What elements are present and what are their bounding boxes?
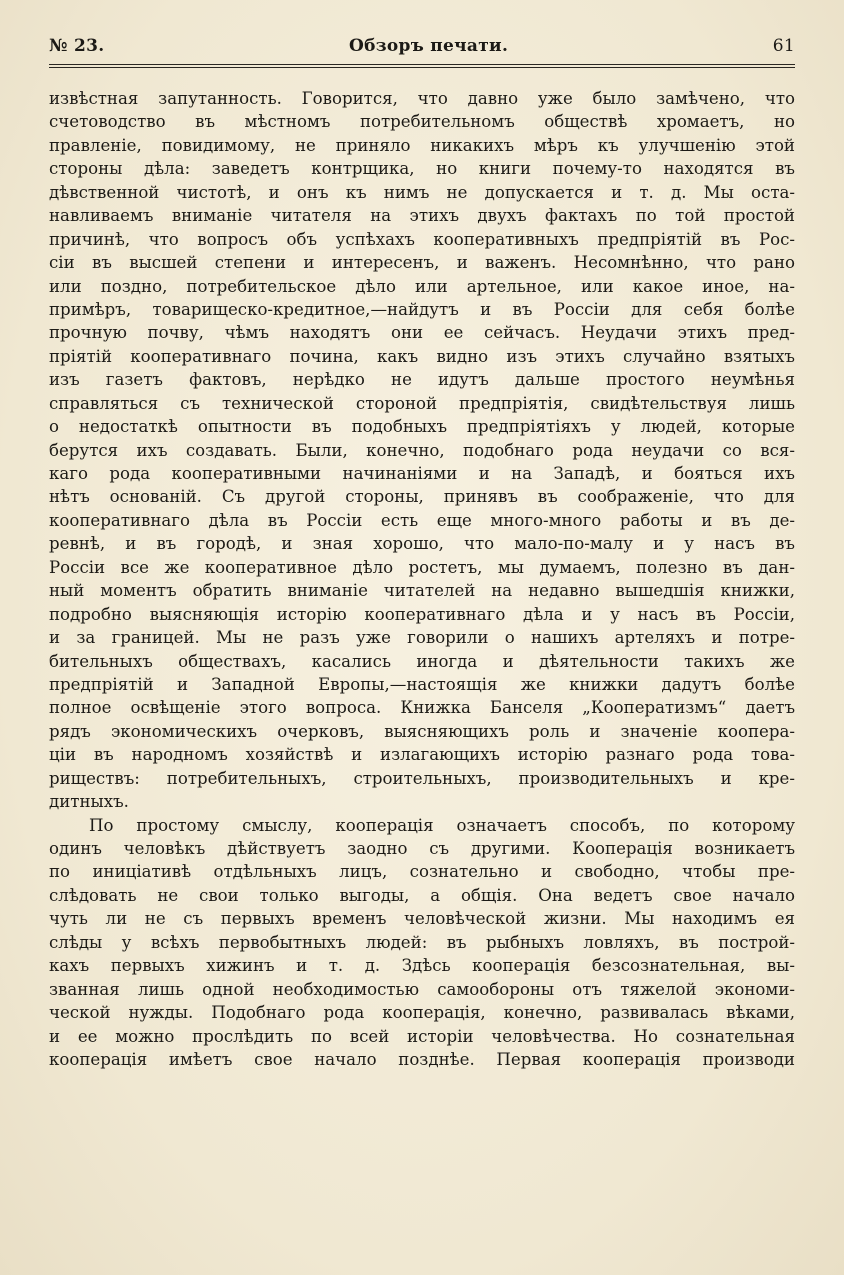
text-line: и ее можно прослѣдить по всей исторіи человѣчества. Но сознательная <box>49 1026 795 1046</box>
paragraph-start-line: По простому смыслу, кооперація означаетъ способъ, по которому <box>89 815 795 835</box>
header-rule-secondary <box>49 67 795 68</box>
text-line: по иниціативѣ отдѣльныхъ лицъ, сознательно и свободно, чтобы пре- <box>49 862 795 882</box>
text-line: ревнѣ, и въ городѣ, и зная хорошо, что мало-по-малу и у насъ въ <box>49 534 795 554</box>
issue-number: № 23. <box>49 36 105 56</box>
text-line: о недостаткѣ опытности въ подобныхъ предпріятіяхъ у людей, которые <box>49 417 795 437</box>
text-line: ный моментъ обратить вниманіе читателей на недавно вышедшія книжки, <box>49 581 795 601</box>
text-line: справляться съ технической стороной предпріятія, свидѣтельствуя лишь <box>49 393 795 413</box>
text-line: правленіе, повидимому, не приняло никакихъ мѣръ къ улучшенію этой <box>49 135 795 155</box>
text-line: кахъ первыхъ хижинъ и т. д. Здѣсь кооперація безсознательная, вы- <box>49 956 795 976</box>
text-line: нѣтъ основаній. Съ другой стороны, принявъ въ соображеніе, что для <box>49 487 795 507</box>
text-line: стороны дѣла: заведетъ контрщика, но книги почему-то находятся въ <box>49 159 795 179</box>
text-line: слѣдовать не свои только выгоды, а общія. Она ведетъ свое начало <box>49 885 795 905</box>
text-line: риществъ: потребительныхъ, строительныхъ, производительныхъ и кре- <box>49 768 795 788</box>
text-line: кооперація имѣетъ свое начало позднѣе. Первая кооперація производи <box>49 1049 795 1069</box>
body-text <box>49 87 795 1071</box>
section-title: Обзоръ печати. <box>349 36 509 56</box>
running-header <box>49 34 795 64</box>
paragraph-end-line: дитныхъ. <box>49 792 129 812</box>
text-line: одинъ человѣкъ дѣйствуетъ заодно съ другими. Кооперація возникаетъ <box>49 839 795 858</box>
text-line: чуть ли не съ первыхъ временъ человѣческой жизни. Мы находимъ ея <box>49 909 795 929</box>
header-rule <box>49 64 795 65</box>
text-line: ціи въ народномъ хозяйствѣ и излагающихъ исторію разнаго рода това- <box>49 745 795 765</box>
text-line: и за границей. Мы не разъ уже говорили о нашихъ артеляхъ и потре- <box>49 628 795 648</box>
text-line: пріятій кооперативнаго почина, какъ видно изъ этихъ случайно взятыхъ <box>49 346 795 366</box>
text-line: причинѣ, что вопросъ объ успѣхахъ кооперативныхъ предпріятій въ Рос- <box>49 229 795 249</box>
text-line: извѣстная запутанность. Говорится, что давно уже было замѣчено, что <box>49 89 795 108</box>
text-line: предпріятій и Западной Европы,—настоящія же книжки дадутъ болѣе <box>49 674 795 694</box>
text-line: прочную почву, чѣмъ находятъ они ее сейчасъ. Неудачи этихъ пред- <box>49 323 795 343</box>
text-line: званная лишь одной необходимостью самообороны отъ тяжелой экономи- <box>49 979 795 999</box>
text-line: слѣды у всѣхъ первобытныхъ людей: въ рыбныхъ ловляхъ, въ построй- <box>49 932 795 952</box>
text-line: навливаемъ вниманіе читателя на этихъ двухъ фактахъ по той простой <box>49 206 795 226</box>
text-line: Россіи все же кооперативное дѣло ростетъ, мы думаемъ, полезно въ дан- <box>49 557 795 577</box>
text-line: дѣвственной чистотѣ, и онъ къ нимъ не допускается и т. д. Мы оста- <box>49 182 795 202</box>
text-line: сіи въ высшей степени и интересенъ, и важенъ. Несомнѣнно, что рано <box>49 253 795 273</box>
text-line: счетоводство въ мѣстномъ потребительномъ обществѣ хромаетъ, но <box>49 112 795 132</box>
text-line: подробно выясняющія исторію кооперативнаго дѣла и у насъ въ Россіи, <box>49 604 795 624</box>
text-line: ческой нужды. Подобнаго рода кооперація, конечно, развивалась вѣками, <box>49 1003 795 1023</box>
text-line: рядъ экономическихъ очерковъ, выясняющихъ роль и значеніе коопера- <box>49 721 795 741</box>
text-line: полное освѣщеніе этого вопроса. Книжка Банселя „Кооператизмъ“ даетъ <box>49 698 795 718</box>
text-line: кооперативнаго дѣла въ Россіи есть еще много-много работы и въ де- <box>49 510 795 530</box>
text-line: берутся ихъ создавать. Были, конечно, подобнаго рода неудачи со вся- <box>49 440 795 460</box>
text-line: бительныхъ обществахъ, касались иногда и дѣятельности такихъ же <box>49 651 795 671</box>
page-number: 61 <box>772 36 795 56</box>
text-line: изъ газетъ фактовъ, нерѣдко не идутъ дальше простого неумѣнья <box>49 370 795 390</box>
text-line: или поздно, потребительское дѣло или артельное, или какое иное, на- <box>49 276 795 296</box>
text-line: каго рода кооперативными начинаніями и на Западѣ, и бояться ихъ <box>49 464 795 483</box>
text-line: примѣръ, товарищеско-кредитное,—найдутъ и въ Россіи для себя болѣе <box>49 299 795 319</box>
